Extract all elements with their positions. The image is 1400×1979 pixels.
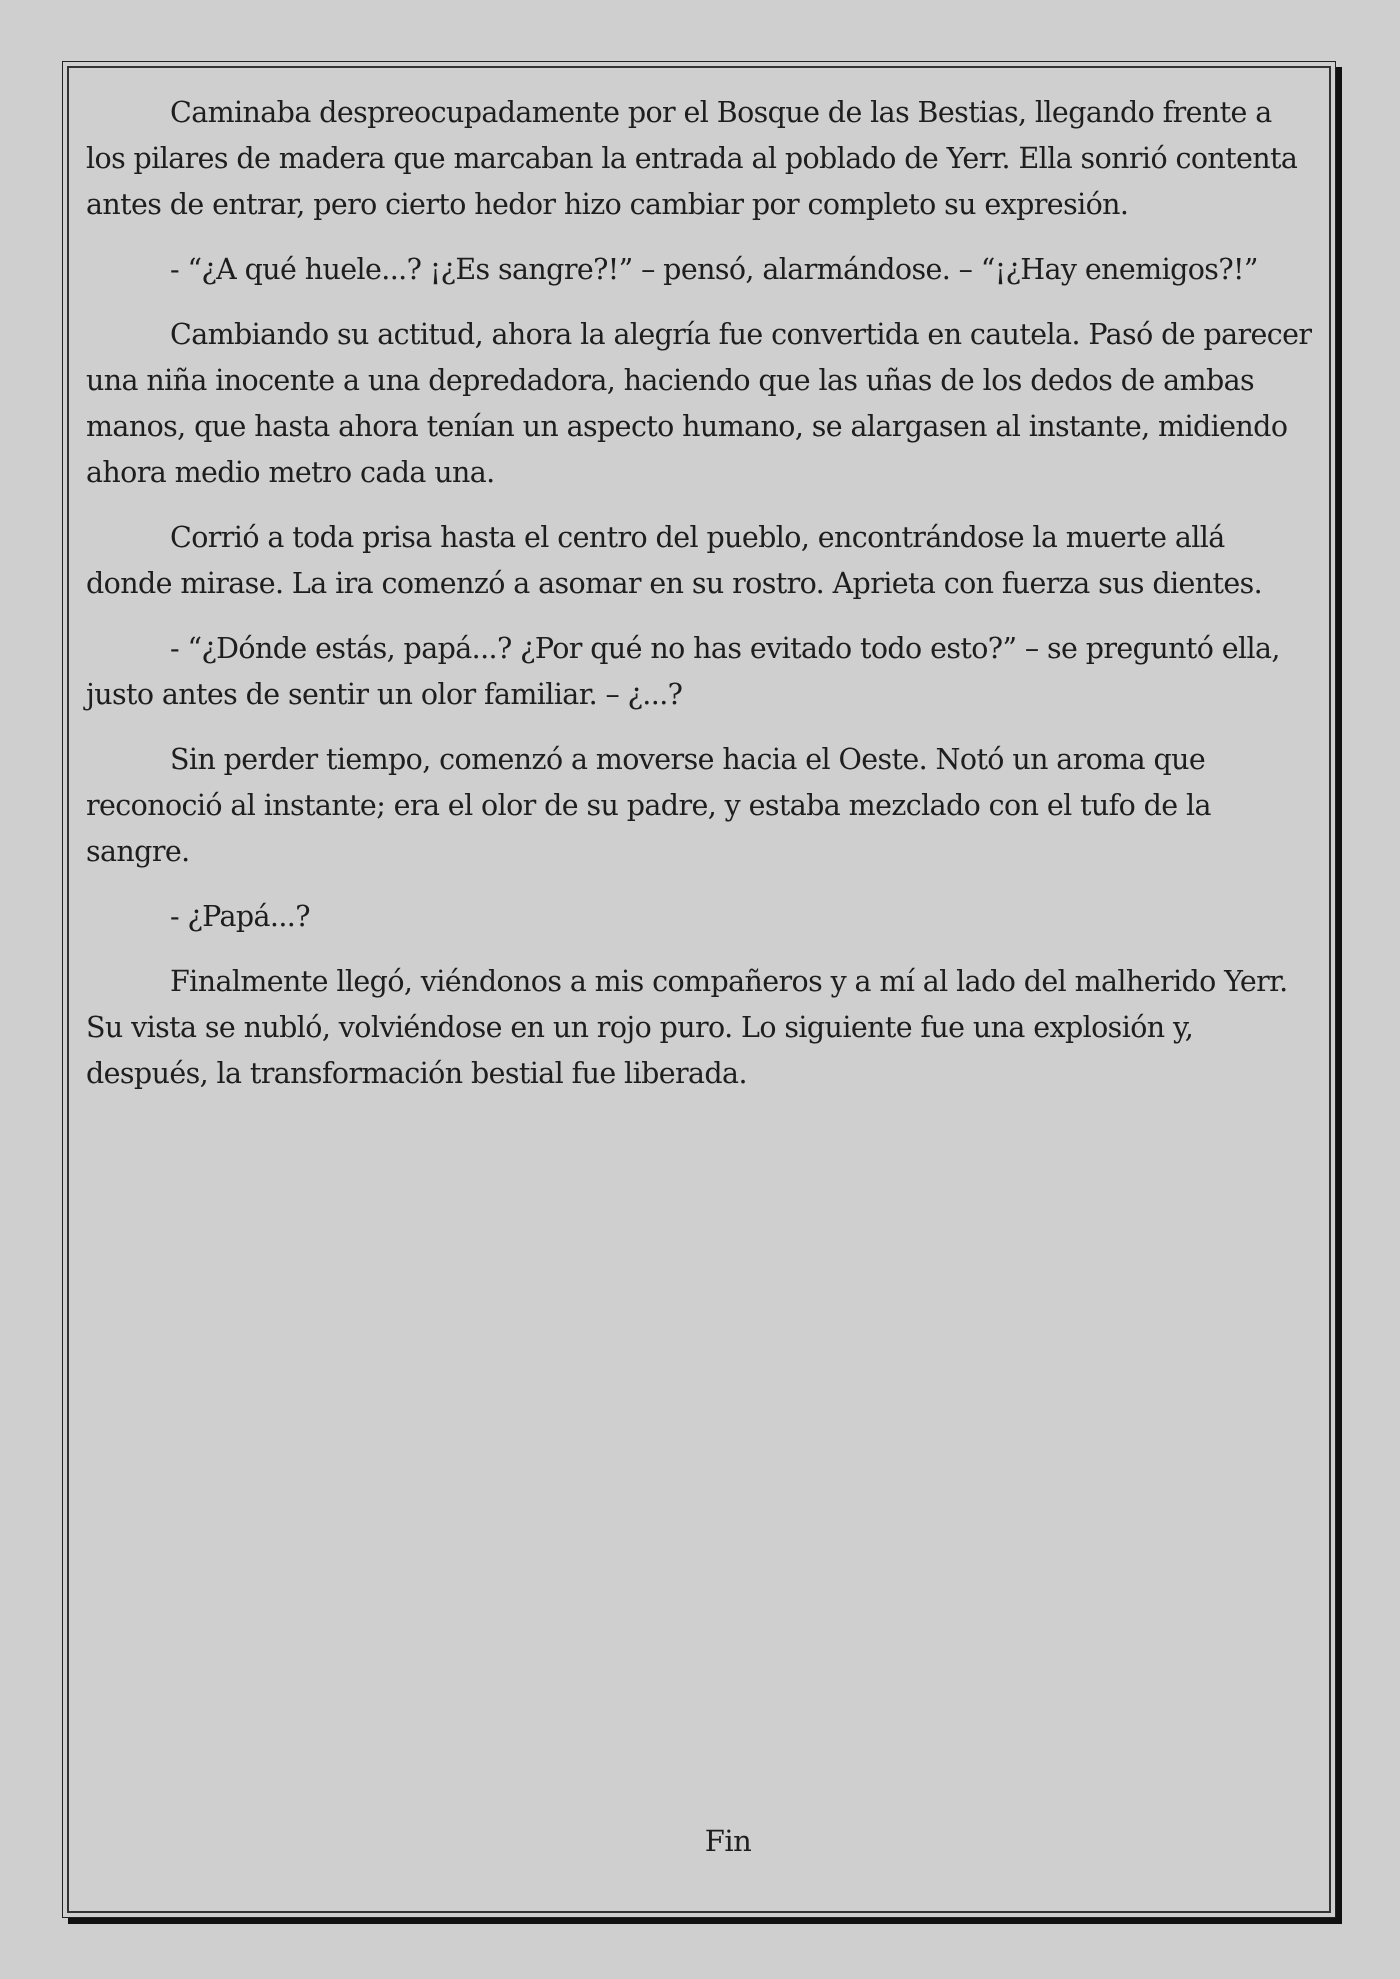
paragraph: Caminaba despreocupadamente por el Bosque de las Bestias, llegando frente a los pilares de madera que marcaban la entrada al poblado de Yerr. Ella sonrió contenta antes de entrar, pero cierto hedor hizo cambiar por completo su expresión. [86,96,1298,221]
ending-text: Fin [704,1824,752,1858]
paragraph: Sin perder tiempo, comenzó a moverse hacia el Oeste. Notó un aroma que reconoció al instante; era el olor de su padre, y estaba mezclado con el tufo de la sangre. [86,743,1211,868]
paragraph: Corrió a toda prisa hasta el centro del pueblo, encontrándose la muerte allá donde mirase. La ira comenzó a asomar en su rostro. Aprieta con fuerza sus dientes. [86,521,1263,600]
page-border [67,66,1331,1913]
story-text [86,90,1316,1116]
paragraph: - ¿Papá...? [170,900,310,933]
paragraph: - “¿A qué huele...? ¡¿Es sangre?!” – pensó, alarmándose. – “¡¿Hay enemigos?!” [170,253,1258,286]
paragraph: Cambiando su actitud, ahora la alegría fue convertida en cautela. Pasó de parecer una niña inocente a una depredadora, haciendo que las uñas de los dedos de ambas manos, que hasta ahora tenían un aspecto humano, se alargasen al instante, midiendo ahora medio metro cada una. [86,318,1312,489]
paragraph: - “¿Dónde estás, papá...? ¿Por qué no has evitado todo esto?” – se preguntó ella, justo antes de sentir un olor familiar. – ¿...? [86,632,1280,711]
paragraph: Finalmente llegó, viéndonos a mis compañeros y a mí al lado del malherido Yerr. Su vista se nubló, volviéndose en un rojo puro. Lo siguiente fue una explosión y, después, la transformación bestial fue liberada. [86,965,1288,1090]
page-frame [62,61,1336,1918]
